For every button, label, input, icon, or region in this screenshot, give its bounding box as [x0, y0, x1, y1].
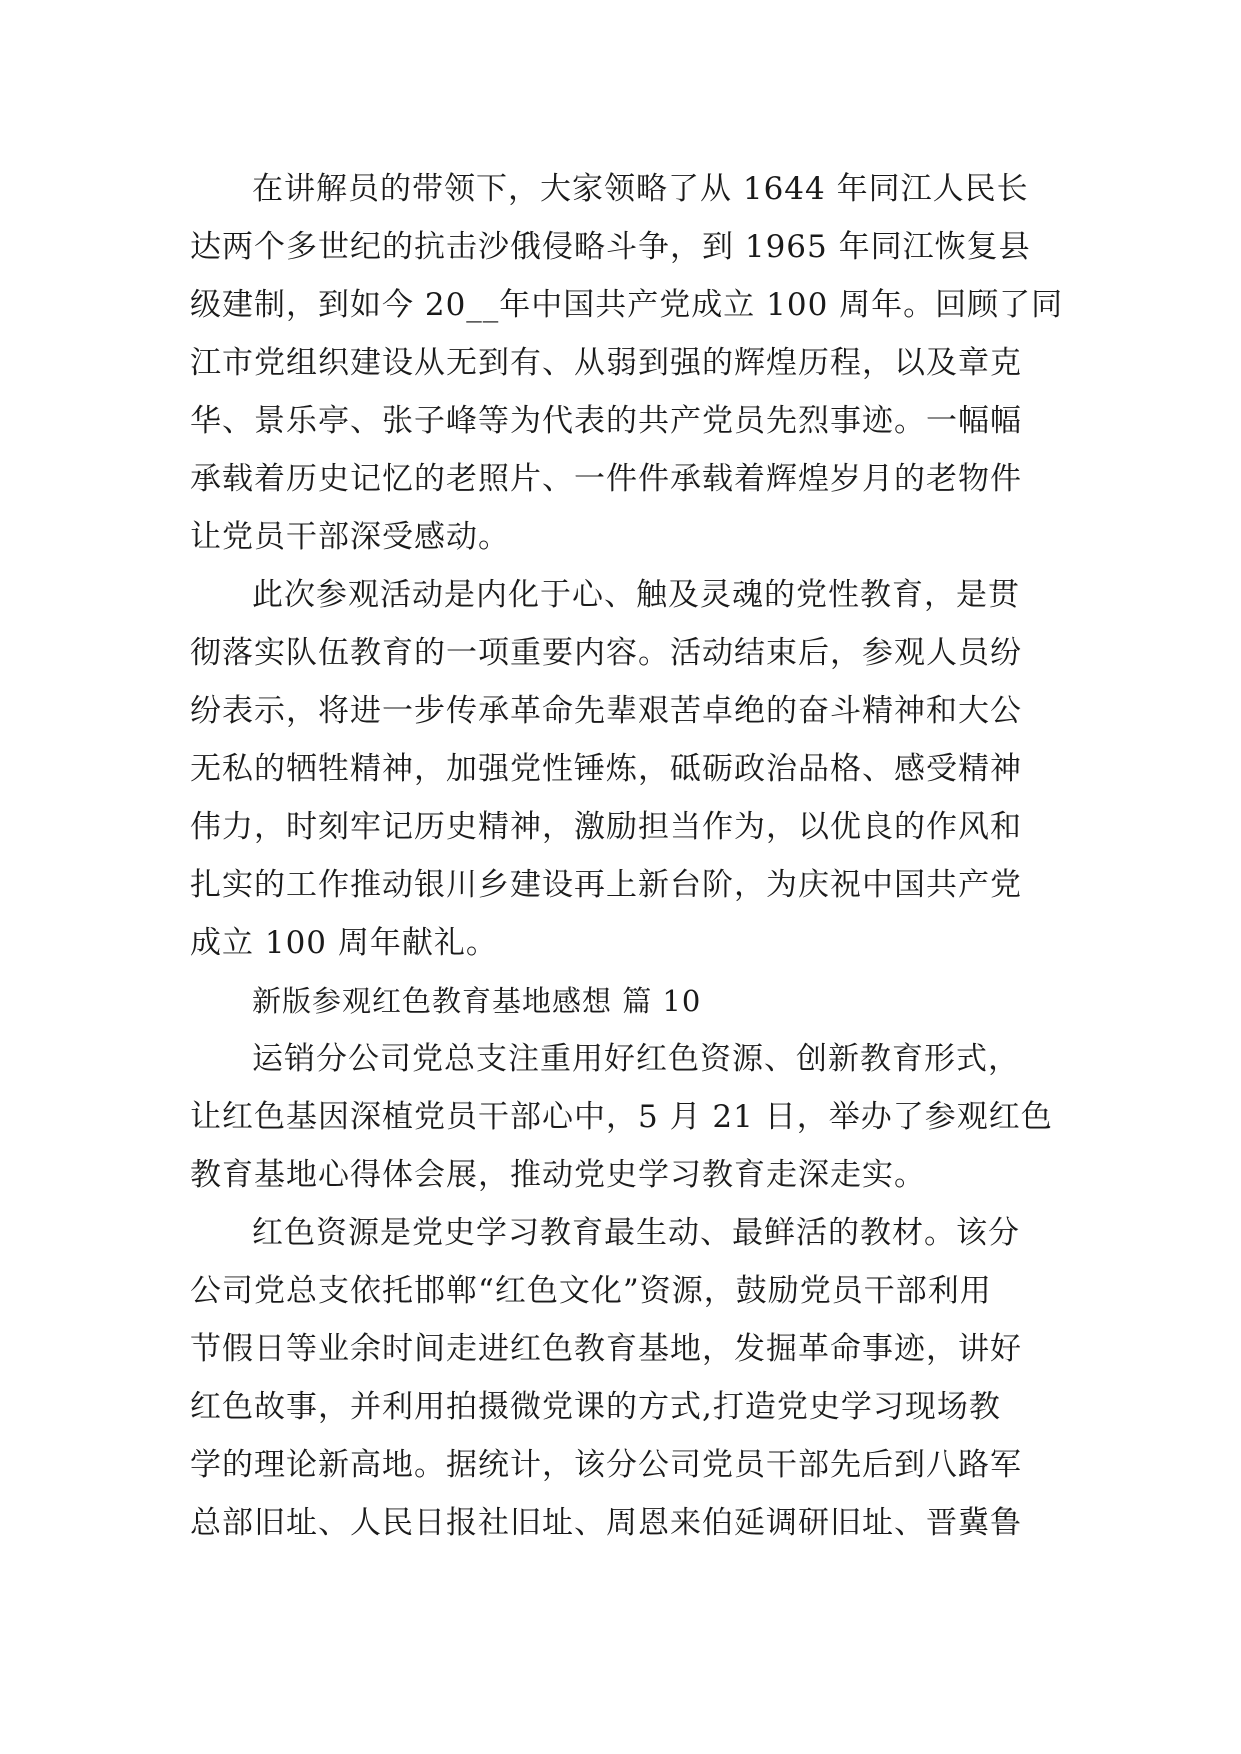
text-line: 让红色基因深植党员干部心中，5 月 21 日，举办了参观红色	[190, 1099, 1053, 1135]
text-line: 伟力，时刻牢记历史精神，激励担当作为，以优良的作风和	[190, 809, 1022, 845]
text-line: 在讲解员的带领下，大家领略了从 1644 年同江人民长	[252, 171, 1029, 207]
paragraph-1	[190, 160, 1064, 566]
text-line: 运销分公司党总支注重用好红色资源、创新教育形式，	[252, 1041, 1020, 1077]
text-line: 公司党总支依托邯郸“红色文化”资源，鼓励党员干部利用	[190, 1273, 992, 1309]
paragraph-2	[190, 566, 1060, 972]
text-line: 学的理论新高地。据统计，该分公司党员干部先后到八路军	[190, 1447, 1022, 1483]
document-body	[190, 160, 1064, 1552]
paragraph-3	[190, 1030, 1060, 1204]
text-line: 红色故事，并利用拍摄微党课的方式,打造党史学习现场教	[190, 1389, 1001, 1425]
section-heading: 新版参观红色教育基地感想 篇 10	[252, 984, 702, 1018]
text-line: 此次参观活动是内化于心、触及灵魂的党性教育，是贯	[252, 577, 1020, 613]
text-line: 节假日等业余时间走进红色教育基地，发掘革命事迹，讲好	[190, 1331, 1022, 1367]
paragraph-4	[190, 1204, 1060, 1552]
text-line: 华、景乐亭、张子峰等为代表的共产党员先烈事迹。一幅幅	[190, 403, 1022, 439]
text-line: 让党员干部深受感动。	[190, 519, 510, 555]
text-line: 彻落实队伍教育的一项重要内容。活动结束后，参观人员纷	[190, 635, 1022, 671]
text-line: 江市党组织建设从无到有、从弱到强的辉煌历程，以及章克	[190, 345, 1022, 381]
text-line: 无私的牺牲精神，加强党性锤炼，砥砺政治品格、感受精神	[190, 751, 1022, 787]
text-line: 纷表示，将进一步传承革命先辈艰苦卓绝的奋斗精神和大公	[190, 693, 1022, 729]
text-line: 总部旧址、人民日报社旧址、周恩来伯延调研旧址、晋冀鲁	[190, 1505, 1022, 1541]
text-line: 级建制，到如今 20__年中国共产党成立 100 周年。回顾了同	[190, 287, 1064, 323]
text-line: 达两个多世纪的抗击沙俄侵略斗争，到 1965 年同江恢复县	[190, 229, 1031, 265]
text-line: 教育基地心得体会展，推动党史学习教育走深走实。	[190, 1157, 926, 1193]
text-line: 红色资源是党史学习教育最生动、最鲜活的教材。该分	[252, 1215, 1020, 1251]
text-line: 扎实的工作推动银川乡建设再上新台阶，为庆祝中国共产党	[190, 867, 1022, 903]
text-line: 成立 100 周年献礼。	[190, 925, 498, 961]
text-line: 承载着历史记忆的老照片、一件件承载着辉煌岁月的老物件	[190, 461, 1022, 497]
